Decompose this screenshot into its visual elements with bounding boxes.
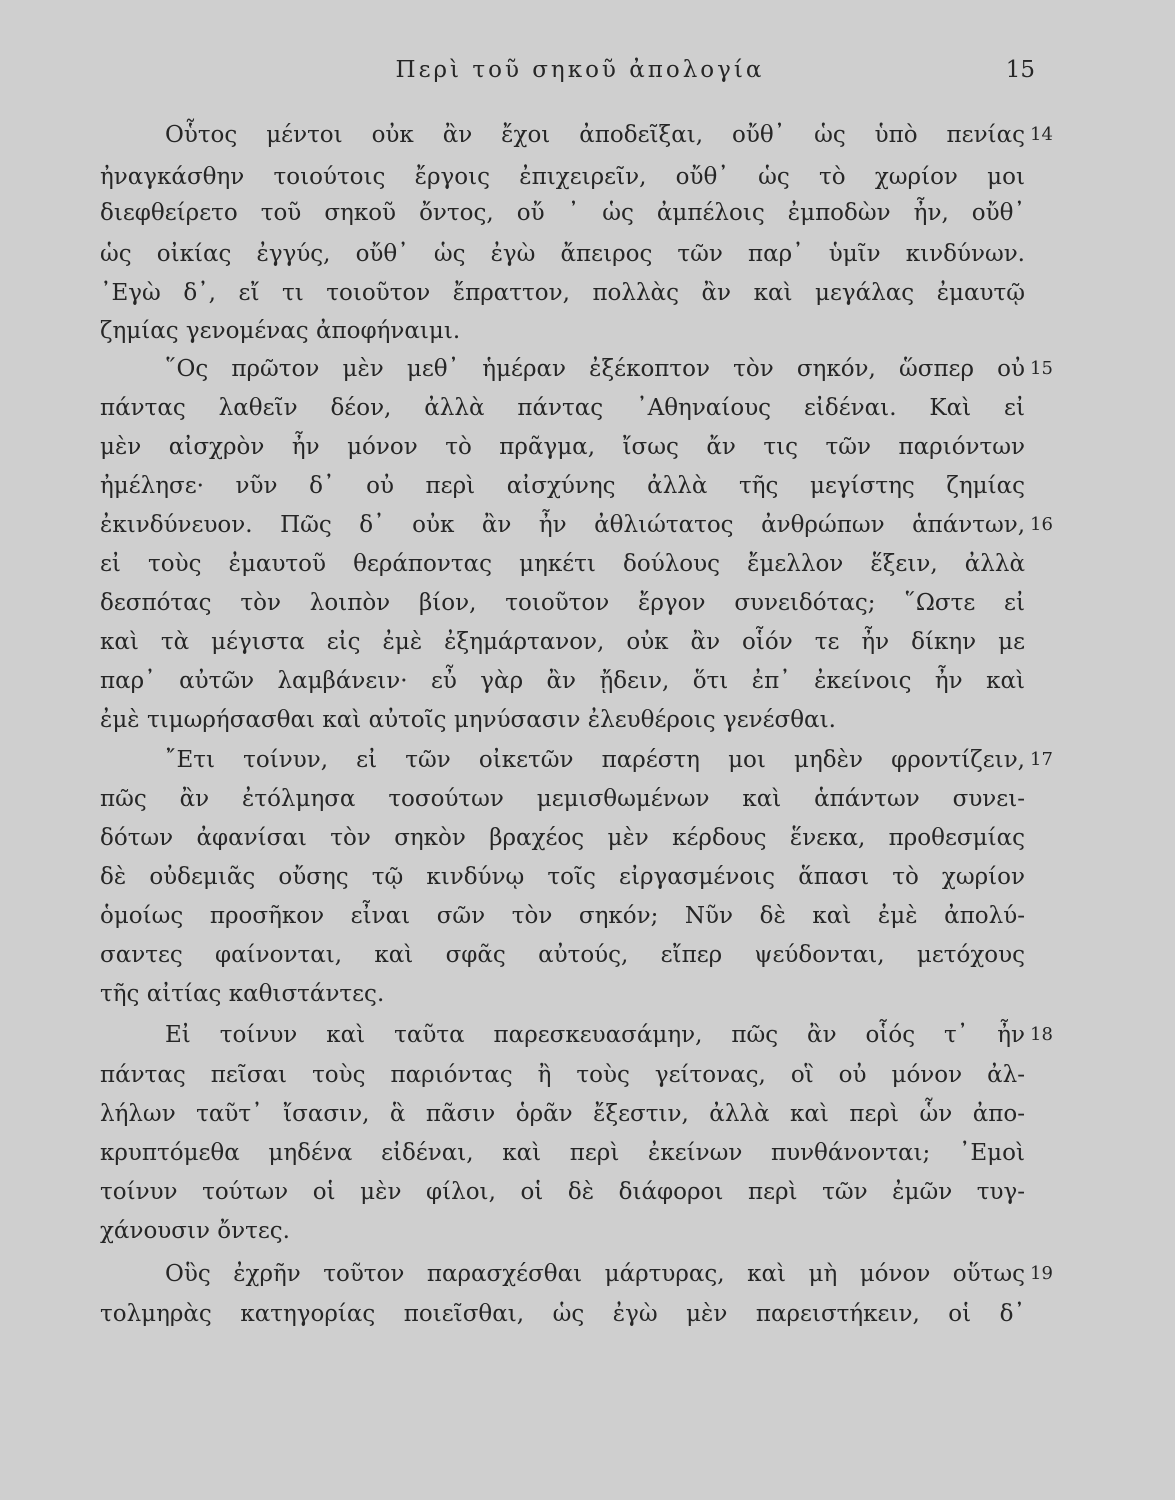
margin-section-number: 15 [1030,358,1053,379]
text-line: τῆς αἰτίας καθιστάντες. [100,981,385,1007]
text-line: διεφθείρετο τοῦ σηκοῦ ὄντος, οὔ ᾽ ὡς ἀμπέλοις ἐμποδὼν ἦν, οὔθ᾽ [100,200,1025,226]
text-line: Οὓς ἐχρῆν τοῦτον παρασχέσθαι μάρτυρας, καὶ μὴ μόνον οὕτως [165,1261,1025,1287]
margin-section-number: 16 [1030,514,1053,535]
text-line: δὲ οὐδεμιᾶς οὔσης τῷ κινδύνῳ τοῖς εἰργασμένοις ἅπασι τὸ χωρίον [100,864,1025,890]
text-line: ἠμέλησε· νῦν δ᾽ οὐ περὶ αἰσχύνης ἀλλὰ τῆς μεγίστης ζημίας [100,473,1025,499]
text-line: ῎Ετι τοίνυν, εἰ τῶν οἰκετῶν παρέστη μοι μηδὲν φροντίζειν, [165,747,1025,773]
text-line: εἰ τοὺς ἐμαυτοῦ θεράποντας μηκέτι δούλους ἔμελλον ἕξειν, ἀλλὰ [100,551,1025,577]
text-line: ᾽Εγὼ δ᾽, εἴ τι τοιοῦτον ἔπραττον, πολλὰς ἂν καὶ μεγάλας ἐμαυτῷ [100,280,1025,306]
margin-section-number: 14 [1030,124,1053,145]
text-line: ζημίας γενομένας ἀποφήναιμι. [100,318,461,344]
text-line: σαντες φαίνονται, καὶ σφᾶς αὐτούς, εἴπερ ψεύδονται, μετόχους [100,942,1025,968]
text-line: πῶς ἂν ἐτόλμησα τοσούτων μεμισθωμένων καὶ ἁπάντων συνει- [100,786,1025,812]
text-line: Εἰ τοίνυν καὶ ταῦτα παρεσκευασάμην, πῶς ἂν οἷός τ᾽ ἦν [165,1022,1025,1048]
text-line: ῞Ος πρῶτον μὲν μεθ᾽ ἡμέραν ἐξέκοπτον τὸν σηκόν, ὥσπερ οὐ [165,356,1025,382]
text-line: παρ᾽ αὐτῶν λαμβάνειν· εὖ γὰρ ἂν ᾔδειν, ὅτι ἐπ᾽ ἐκείνοις ἦν καὶ [100,668,1025,694]
text-line: ὁμοίως προσῆκον εἶναι σῶν τὸν σηκόν; Νῦν δὲ καὶ ἐμὲ ἀπολύ- [100,903,1025,929]
text-line: δότων ἀφανίσαι τὸν σηκὸν βραχέος μὲν κέρδους ἕνεκα, προθεσμίας [100,825,1025,851]
margin-section-number: 19 [1030,1263,1053,1284]
text-line: πάντας λαθεῖν δέον, ἀλλὰ πάντας ᾽Αθηναίους εἰδέναι. Καὶ εἰ [100,395,1025,421]
text-line: δεσπότας τὸν λοιπὸν βίον, τοιοῦτον ἔργον συνειδότας; ῞Ωστε εἰ [100,590,1025,616]
text-line: τολμηρὰς κατηγορίας ποιεῖσθαι, ὡς ἐγὼ μὲν παρειστήκειν, οἱ δ᾽ [100,1301,1025,1327]
margin-section-number: 17 [1030,749,1053,770]
text-line: ἠναγκάσθην τοιούτοις ἔργοις ἐπιχειρεῖν, οὔθ᾽ ὡς τὸ χωρίον μοι [100,164,1025,190]
text-line: χάνουσιν ὄντες. [100,1218,290,1244]
text-line: κρυπτόμεθα μηδένα εἰδέναι, καὶ περὶ ἐκείνων πυνθάνονται; ᾽Εμοὶ [100,1140,1025,1166]
text-line: πάντας πεῖσαι τοὺς παριόντας ἢ τοὺς γείτονας, οἳ οὐ μόνον ἀλ- [100,1062,1025,1088]
text-line: Οὗτος μέντοι οὐκ ἂν ἔχοι ἀποδεῖξαι, οὔθ᾽ ὡς ὑπὸ πενίας [165,122,1025,148]
text-line: ἐμὲ τιμωρήσασθαι καὶ αὐτοῖς μηνύσασιν ἐλευθέροις γενέσθαι. [100,707,836,733]
text-line: ὡς οἰκίας ἐγγύς, οὔθ᾽ ὡς ἐγὼ ἄπειρος τῶν παρ᾽ ὑμῖν κινδύνων. [100,241,1025,267]
text-line: μὲν αἰσχρὸν ἦν μόνον τὸ πρᾶγμα, ἴσως ἄν τις τῶν παριόντων [100,434,1025,460]
text-line: τοίνυν τούτων οἱ μὲν φίλοι, οἱ δὲ διάφοροι περὶ τῶν ἐμῶν τυγ- [100,1179,1025,1205]
margin-section-number: 18 [1030,1024,1053,1045]
text-line: λήλων ταῦτ᾽ ἴσασιν, ἃ πᾶσιν ὁρᾶν ἔξεστιν, ἀλλὰ καὶ περὶ ὧν ἀπο- [100,1101,1025,1127]
text-line: καὶ τὰ μέγιστα εἰς ἐμὲ ἐξημάρτανον, οὐκ ἂν οἷόν τε ἦν δίκην με [100,629,1025,655]
running-header: Περὶ τοῦ σηκοῦ ἀπολογία [395,57,765,83]
text-line: ἐκινδύνευον. Πῶς δ᾽ οὐκ ἂν ἦν ἀθλιώτατος ἀνθρώπων ἁπάντων, [100,512,1025,538]
page-number: 15 [1005,57,1035,83]
